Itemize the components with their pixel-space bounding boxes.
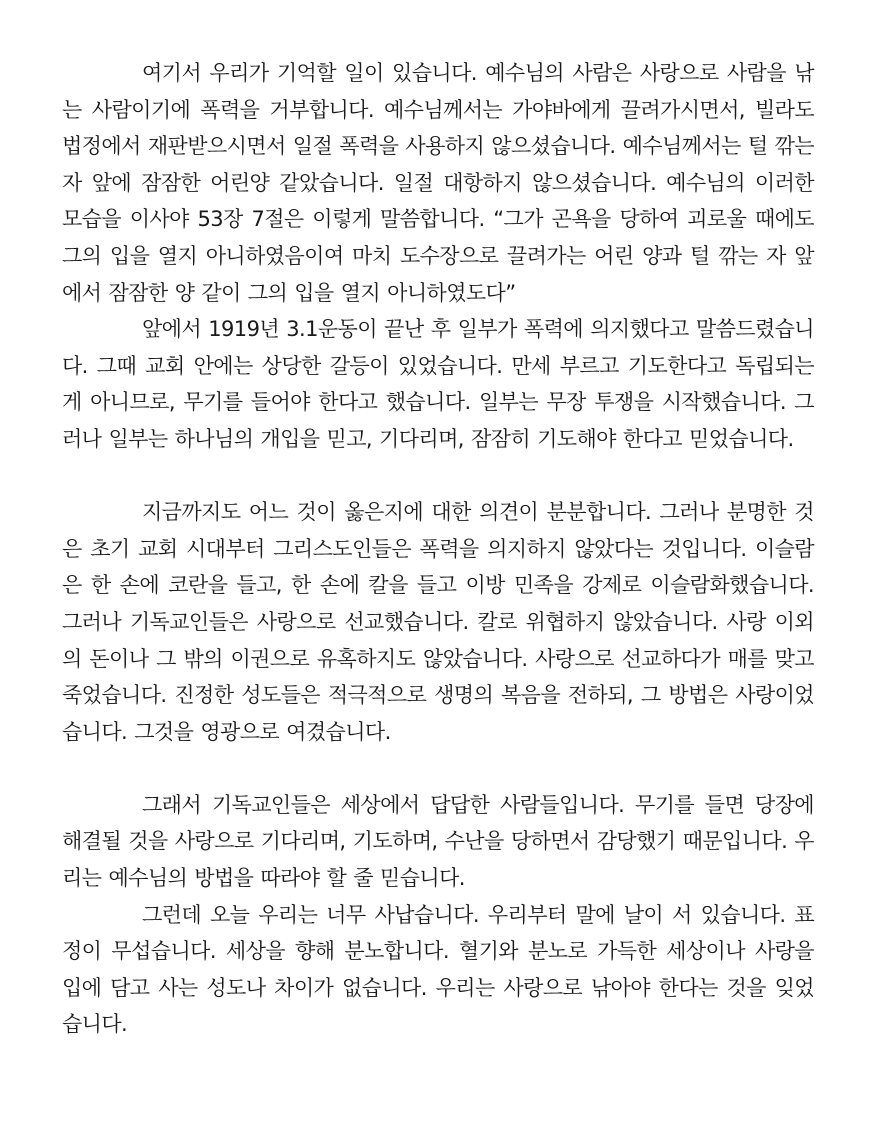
paragraph-1: 여기서 우리가 기억할 일이 있습니다. 예수님의 사람은 사랑으로 사람을 낚는 사람이기에 폭력을 거부합니다. 예수님께서는 가야바에게 끌려가시면서, 빌라도 법정에서 재판받으시면서 일절 폭력을 사용하지 않으셨습니다. 예수님께서는 털 깎는 자 앞에 잠잠한 어린양 같았습니다. 일절 대항하지 않으셨습니다. 예수님의 이러한 모습을 이사야 53장 7절은 이렇게 말씀합니다. “그가 곤욕을 당하여 괴로울 때에도 그의 입을 열지 아니하였음이여 마치 도수장으로 끌려가는 어린 양과 털 깎는 자 앞에서 잠잠한 양 같이 그의 입을 열지 아니하였도다” bbox=[62, 61, 814, 305]
paragraph-spacer bbox=[62, 458, 814, 495]
document-page bbox=[62, 55, 814, 1043]
paragraph-spacer bbox=[62, 750, 814, 787]
paragraph-2: 앞에서 1919년 3.1운동이 끝난 후 일부가 폭력에 의지했다고 말씀드렸습니다. 그때 교회 안에는 상당한 갈등이 있었습니다. 만세 부르고 기도한다고 독립되는 게 아니므로, 무기를 들어야 한다고 했습니다. 일부는 무장 투쟁을 시작했습니다. 그러나 일부는 하나님의 개입을 믿고, 기다리며, 잠잠히 기도해야 한다고 믿었습니다. bbox=[62, 317, 814, 451]
paragraph-5: 그런데 오늘 우리는 너무 사납습니다. 우리부터 말에 날이 서 있습니다. 표정이 무섭습니다. 세상을 향해 분노합니다. 혈기와 분노로 가득한 세상이나 사랑을 입에 담고 사는 성도나 차이가 없습니다. 우리는 사랑으로 낚아야 한다는 것을 잊었습니다. bbox=[62, 902, 814, 1037]
paragraph-3: 지금까지도 어느 것이 옳은지에 대한 의견이 분분합니다. 그러나 분명한 것은 초기 교회 시대부터 그리스도인들은 폭력을 의지하지 않았다는 것입니다. 이슬람은 한 손에 코란을 들고, 한 손에 칼을 들고 이방 민족을 강제로 이슬람화했습니다. 그러나 기독교인들은 사랑으로 선교했습니다. 칼로 위협하지 않았습니다. 사랑 이외의 돈이나 그 밖의 이권으로 유혹하지도 않았습니다. 사랑으로 선교하다가 매를 맞고 죽었습니다. 진정한 성도들은 적극적으로 생명의 복음을 전하되, 그 방법은 사랑이었습니다. 그것을 영광으로 여겼습니다. bbox=[62, 500, 814, 744]
paragraph-4: 그래서 기독교인들은 세상에서 답답한 사람들입니다. 무기를 들면 당장에 해결될 것을 사랑으로 기다리며, 기도하며, 수난을 당하면서 감당했기 때문입니다. 우리는 예수님의 방법을 따라야 할 줄 믿습니다. bbox=[62, 792, 814, 891]
